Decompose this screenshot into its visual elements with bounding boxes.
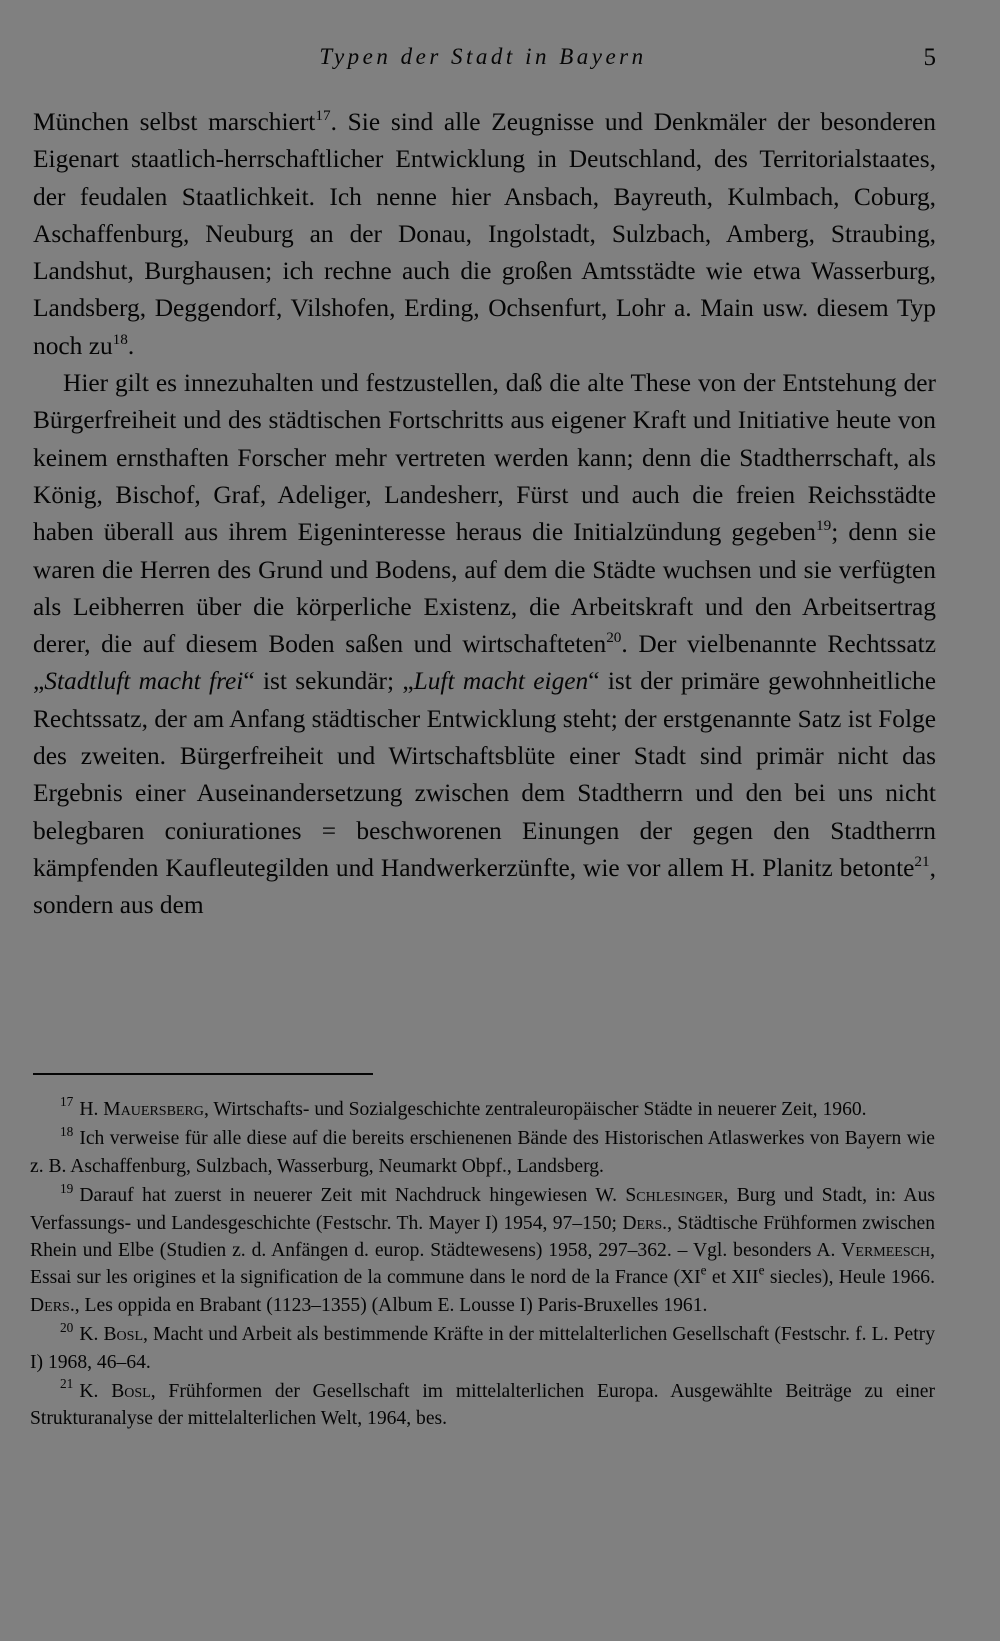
running-title: Typen der Stadt in Bayern: [319, 44, 647, 69]
author-name: Schlesinger: [625, 1185, 724, 1207]
author-name: Vermeesch: [841, 1240, 931, 1262]
footnotes: [30, 1096, 935, 1435]
footnote-ref: 18: [112, 330, 128, 348]
text-run: . Der vielbenannte Rechtssatz „: [33, 630, 936, 696]
footnote: $^{20}$ K. Bosl, Macht und Arbeit als bestimmende Kräfte in der mittelalterlichen Gesellschaft (Festschr. f. L. Petry I) 1968, 46–64.: [30, 1319, 935, 1373]
page-header: [30, 44, 936, 84]
text-run: H.: [79, 1099, 104, 1120]
footnote: $^{17}$ H. Mauersberg, Wirtschafts- und Sozialgeschichte zentraleuropäischer Städte in neuerer Zeit, 1960.: [60, 1094, 867, 1120]
text-run: “ ist sekundär; „: [243, 667, 414, 696]
author-name: Mauersberg: [103, 1099, 204, 1120]
italic-phrase: Luft macht eigen: [413, 667, 589, 696]
footnote: $^{19}$ Darauf hat zuerst in neuerer Zeit mit Nachdruck hingewiesen W. Schlesinger, Burg und Stadt, in: Aus Verfassungs- und Landesgeschichte (Festschr. Th. Mayer I) 1954, 97–150; Ders., Städtische Frühformen zwischen Rhein und Elbe (Studien z. d. Anfängen d. europ. Städtewesens) 1958, 297–362. – Vgl. besonders A. Vermeesch, Essai sur les origines et la signification de la commune dans le nord de la France (XIe et XIIe siecles), Heule 1966. Ders., Les oppida en Brabant (1123–1355) (Album E. Lousse I) Paris-Bruxelles 1961.: [30, 1180, 935, 1316]
page-number: 5: [923, 44, 936, 71]
text-run: , Städtische Frühformen zwischen Rhein und Elbe (Studien z. d. Anfängen d. europ. Städtewesens) 1958, 297–362. – Vgl. besonders A.: [30, 1212, 935, 1262]
text-run: K.: [79, 1324, 104, 1346]
text-run: , Frühformen der Gesellschaft im mittelalterlichen Europa. Ausgewählte Beiträge zu einer Strukturanalyse der mittelalterlichen Welt, 1964, bes.: [30, 1381, 935, 1430]
text-run: , Macht und Arbeit als bestimmende Kräfte in der mittelalterlichen Gesellschaft (Festschr. f. L. Petry I) 1968, 46–64.: [30, 1324, 935, 1373]
footnote-ref: 17: [315, 107, 331, 125]
text-run: , Essai sur les origines et la signification de la commune dans le nord de la France (XI: [30, 1240, 935, 1289]
text-run: siecles), Heule 1966.: [764, 1267, 935, 1289]
footnote-ref: 21: [914, 853, 930, 871]
text-run: , Burg und Stadt, in: Aus Verfassungs- und Landesgeschichte (Festschr. Th. Mayer I) 1954, 97–150;: [30, 1185, 935, 1234]
footnote-ref: 19: [815, 517, 832, 535]
text-run: . Sie sind alle Zeugnisse und Denkmäler der besonderen Eigenart staatlich-herrschaftlicher Entwicklung in Deutschland, des Territorialstaates, der feudalen Staatlichkeit. Ich nenne hier Ansbach, Bayreuth, Kulmbach, Coburg, Aschaffenburg, Neuburg an der Donau, Ingolstadt, Sulzbach, Amberg, Straubing, Landshut, Burghausen; ich rechne auch die großen Amtsstädte wie etwa Wasserburg, Landsberg, Deggendorf, Vilshofen, Erding, Ochsenfurt, Lohr a. Main usw. diesem Typ noch zu: [33, 108, 936, 360]
text-run: K.: [79, 1381, 112, 1403]
author-name: Bosl: [103, 1324, 144, 1346]
author-name: Bosl: [111, 1381, 151, 1403]
main-text: [33, 104, 936, 925]
footnote-ref: 20: [606, 629, 622, 647]
text-run: , sondern aus dem: [33, 853, 936, 920]
text-run: ; denn sie waren die Herren des Grund und Bodens, auf dem die Städte wuchsen und sie verfügten als Leibherren über die körperliche Existenz, die Arbeitskraft und den Arbeitsertrag derer, die auf diesem Boden saßen und wirtschafteten: [33, 518, 937, 659]
text-run: Hier gilt es innezuhalten und festzustellen, daß die alte These von der Entstehung der Bürgerfreiheit und des städtischen Fortschritts aus eigener Kraft und Initiative heute von keinem ernsthaften Forscher mehr vertreten werden kann; denn die Stadtherrschaft, als König, Bischof, Graf, Adeliger, Landesherr, Fürst und auch die freien Reichsstädte haben überall aus ihrem Eigeninteresse heraus die Initialzündung gegeben: [33, 369, 936, 547]
author-name: Ders.: [30, 1294, 75, 1316]
text-run: , Les oppida en Brabant (1123–1355) (Album E. Lousse I) Paris-Bruxelles 1961.: [74, 1294, 708, 1316]
text-run: Darauf hat zuerst in neuerer Zeit mit Nachdruck hingewiesen W.: [79, 1185, 626, 1207]
text-run: .: [127, 331, 135, 360]
text-run: , Wirtschafts- und Sozialgeschichte zentraleuropäischer Städte in neuerer Zeit, 1960.: [203, 1099, 867, 1120]
author-name: Ders.: [622, 1212, 668, 1234]
paragraph: [33, 365, 936, 924]
footnote-ref: e: [700, 1262, 707, 1278]
text-run: Ich verweise für alle diese auf die bereits erschienenen Bände des Historischen Atlaswerkes von Bayern wie z. B. Aschaffenburg, Sulzbach, Wasserburg, Neumarkt Obpf., Landsberg.: [30, 1128, 935, 1177]
footnote: $^{18}$ Ich verweise für alle diese auf die bereits erschienenen Bände des Historischen Atlaswerkes von Bayern wie z. B. Aschaffenburg, Sulzbach, Wasserburg, Neumarkt Obpf., Landsberg.: [30, 1123, 935, 1177]
text-run: “ ist der primäre gewohnheitliche Rechtssatz, der am Anfang städtischer Entwicklung steht; der erstgenannte Satz ist Folge des zweiten. Bürgerfreiheit und Wirtschaftsblüte einer Stadt sind primär nicht das Ergebnis einer Auseinandersetzung zwischen dem Stadtherrn und den bei uns nicht belegbaren coniurationes = beschworenen Einungen der gegen den Stadtherrn kämpfenden Kaufleutegilden und Handwerkerzünfte, wie vor allem H. Planitz betonte: [33, 667, 936, 882]
footnote: $^{21}$ K. Bosl, Frühformen der Gesellschaft im mittelalterlichen Europa. Ausgewählte Beiträge zu einer Strukturanalyse der mittelalterlichen Welt, 1964, bes.: [30, 1376, 935, 1430]
paragraph: [33, 104, 936, 365]
italic-phrase: Stadtluft macht frei: [44, 667, 244, 696]
text-run: München selbst marschiert: [33, 108, 316, 136]
footnote-ref: e: [758, 1262, 765, 1278]
footnote-separator: [33, 1073, 373, 1075]
text-run: et XII: [706, 1267, 759, 1289]
